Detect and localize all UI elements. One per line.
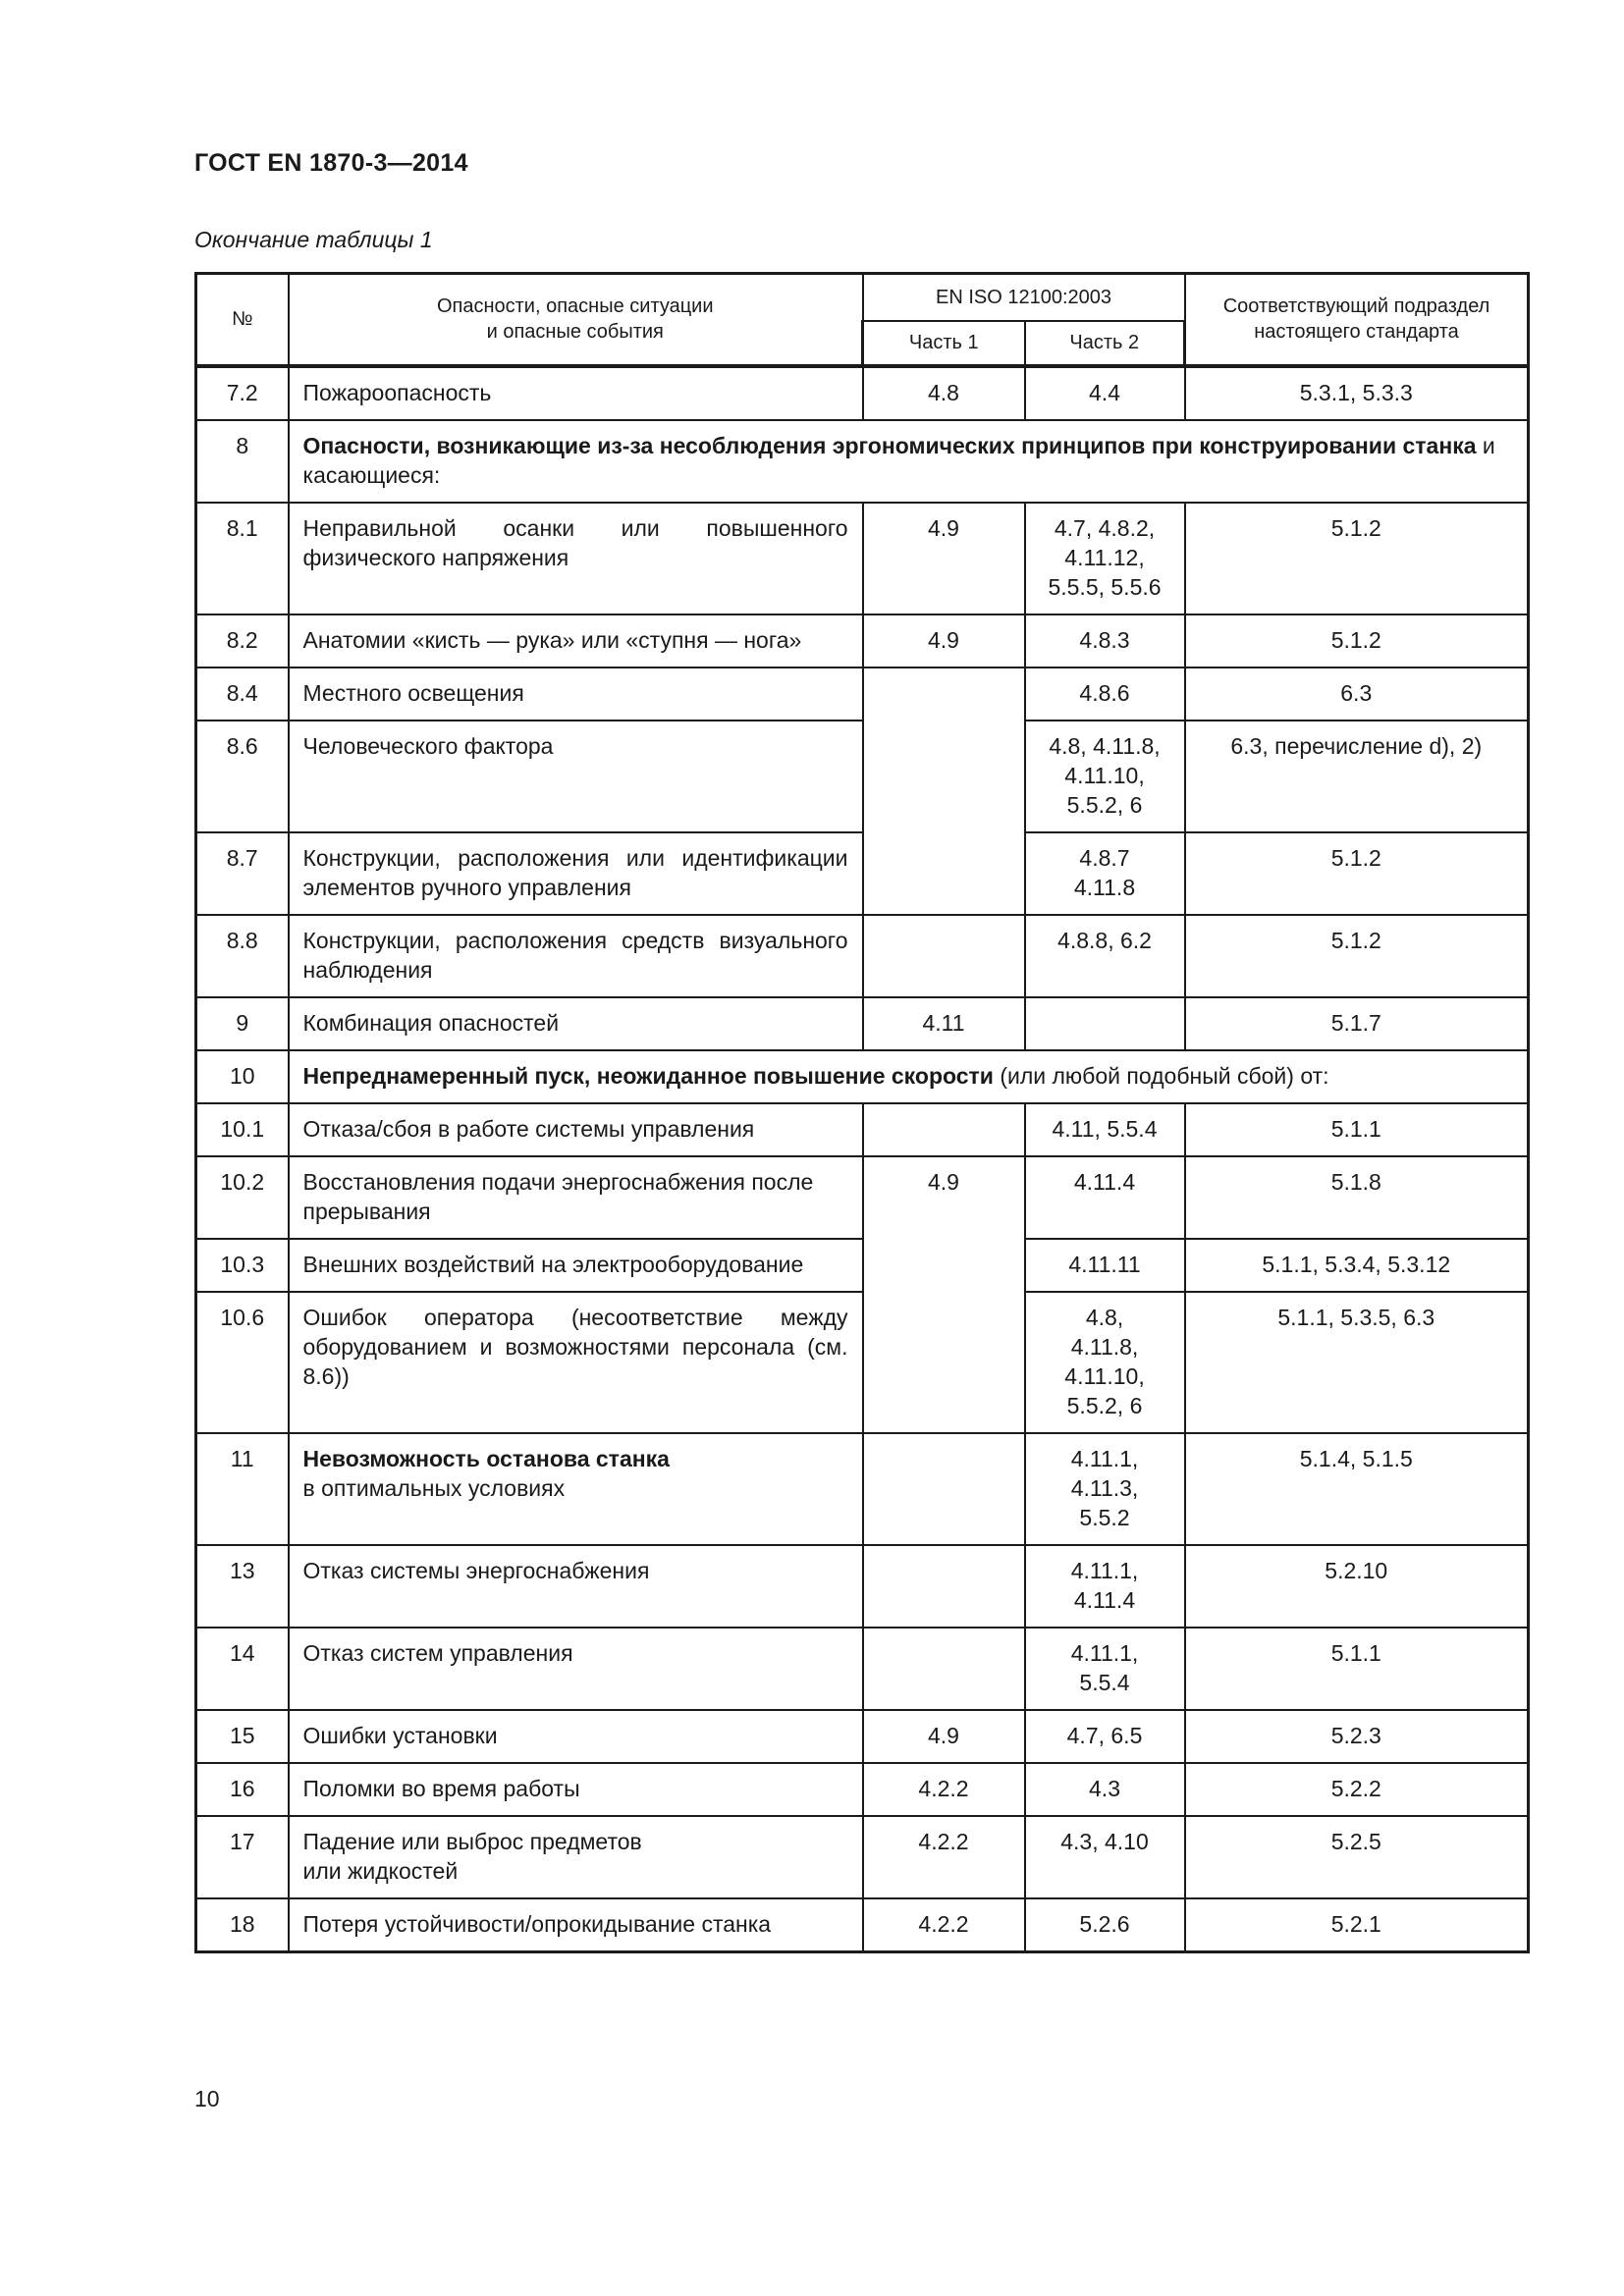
row-hazard: Отказа/сбоя в работе системы управления	[289, 1103, 863, 1156]
row-num: 10.2	[196, 1156, 289, 1239]
row-hazard: Комбинация опасностей	[289, 997, 863, 1050]
row-hazard	[289, 1433, 863, 1545]
row-num: 8.6	[196, 721, 289, 832]
table-caption: Окончание таблицы 1	[194, 227, 433, 252]
row-hazard-group	[289, 1050, 1529, 1103]
row-hazard: Ошибок оператора (несоответствие между оборудованием и возможностями персонала (см. 8.6))	[289, 1292, 863, 1433]
row-hazard: Пожароопасность	[289, 366, 863, 420]
row-part2: 4.8, 4.11.8, 4.11.10, 5.5.2, 6	[1025, 1292, 1185, 1433]
row-hazard: Восстановления подачи энергоснабжения после прерывания	[289, 1156, 863, 1239]
row-subclause: 5.1.2	[1185, 915, 1529, 997]
row-num: 10.6	[196, 1292, 289, 1433]
row-part2: 5.2.6	[1025, 1898, 1185, 1952]
row-part2: 4.11.4	[1025, 1156, 1185, 1239]
table-row	[196, 614, 1529, 667]
row-part1: 4.9	[863, 614, 1025, 667]
row-part1-empty	[863, 1433, 1025, 1545]
row-hazard: Поломки во время работы	[289, 1763, 863, 1816]
header-subclause-line2: настоящего стандарта	[1254, 321, 1459, 344]
row-part1: 4.9	[863, 1156, 1025, 1433]
group-tail: и касающиеся:	[302, 432, 1495, 488]
page-number: 10	[194, 2086, 220, 2111]
table-row	[196, 1628, 1529, 1710]
header-hazards-line2: и опасные события	[486, 321, 664, 344]
row-num: 8.7	[196, 832, 289, 915]
table-row	[196, 1898, 1529, 1952]
row-num: 18	[196, 1898, 289, 1952]
table-row	[196, 1433, 1529, 1545]
row-part2: 4.11, 5.5.4	[1025, 1103, 1185, 1156]
row-part1-empty	[863, 915, 1025, 997]
row-part2: 4.7, 6.5	[1025, 1710, 1185, 1763]
row-part1: 4.9	[863, 1710, 1025, 1763]
header-subclause-line1: Соответствующий подраздел	[1222, 295, 1490, 318]
table-row	[196, 503, 1529, 614]
row-part1: 4.8	[863, 366, 1025, 420]
row-hazard: Отказ системы энергоснабжения	[289, 1545, 863, 1628]
row-part2: 4.8.8, 6.2	[1025, 915, 1185, 997]
row-part2: 4.11.1, 4.11.4	[1025, 1545, 1185, 1628]
table-row	[196, 1050, 1529, 1103]
row-subclause: 5.2.5	[1185, 1816, 1529, 1898]
table-row	[196, 1103, 1529, 1156]
table-row	[196, 420, 1529, 503]
table-row	[196, 1156, 1529, 1239]
table-row	[196, 1710, 1529, 1763]
table-row	[196, 1545, 1529, 1628]
header-part2: Часть 2	[1025, 321, 1185, 366]
row-subclause: 5.2.1	[1185, 1898, 1529, 1952]
table-row	[196, 1763, 1529, 1816]
document-title: ГОСТ EN 1870-3—2014	[194, 149, 468, 177]
row-part1-empty	[863, 1545, 1025, 1628]
row-num: 8.8	[196, 915, 289, 997]
row-subclause: 5.1.7	[1185, 997, 1529, 1050]
table-row	[196, 832, 1529, 915]
table-row	[196, 1816, 1529, 1898]
hazards-table	[194, 272, 1530, 1953]
row-subclause: 5.1.4, 5.1.5	[1185, 1433, 1529, 1545]
row-hazard: Анатомии «кисть — рука» или «ступня — нога»	[289, 614, 863, 667]
row-part2: 4.3	[1025, 1763, 1185, 1816]
row-hazard: Человеческого фактора	[289, 721, 863, 832]
row-subclause: 5.1.2	[1185, 832, 1529, 915]
row-hazard: Отказ систем управления	[289, 1628, 863, 1710]
group-title: Непреднамеренный пуск, неожиданное повышение скорости	[302, 1062, 994, 1089]
table-row	[196, 667, 1529, 721]
table-row	[196, 915, 1529, 997]
table-row	[196, 721, 1529, 832]
row-num: 14	[196, 1628, 289, 1710]
row-num: 11	[196, 1433, 289, 1545]
header-iso: EN ISO 12100:2003	[863, 274, 1185, 321]
row-subclause: 5.2.3	[1185, 1710, 1529, 1763]
header-num: №	[196, 274, 289, 366]
row-part2: 4.7, 4.8.2, 4.11.12, 5.5.5, 5.5.6	[1025, 503, 1185, 614]
row-part1-empty	[863, 667, 1025, 915]
row-subclause: 5.1.2	[1185, 503, 1529, 614]
row-hazard: Местного освещения	[289, 667, 863, 721]
row-part2: 4.11.11	[1025, 1239, 1185, 1292]
row-part2: 4.11.1, 5.5.4	[1025, 1628, 1185, 1710]
table-row	[196, 1239, 1529, 1292]
table-row	[196, 997, 1529, 1050]
row-part2: 4.8, 4.11.8, 4.11.10, 5.5.2, 6	[1025, 721, 1185, 832]
row-hazard: Ошибки установки	[289, 1710, 863, 1763]
hazard-tail: в оптимальных условиях	[302, 1474, 566, 1501]
row-part1: 4.2.2	[863, 1816, 1025, 1898]
row-num: 9	[196, 997, 289, 1050]
row-num: 8.2	[196, 614, 289, 667]
row-num: 7.2	[196, 366, 289, 420]
group-title: Опасности, возникающие из-за несоблюдения эргономических принципов при конструировании станка	[302, 432, 1477, 458]
row-part1-empty	[863, 1628, 1025, 1710]
row-num: 13	[196, 1545, 289, 1628]
row-num: 10.3	[196, 1239, 289, 1292]
row-part1-empty	[863, 1103, 1025, 1156]
row-part2: 4.3, 4.10	[1025, 1816, 1185, 1898]
row-hazard-group	[289, 420, 1529, 503]
row-num: 8.4	[196, 667, 289, 721]
row-num: 16	[196, 1763, 289, 1816]
row-subclause: 6.3, перечисление d), 2)	[1185, 721, 1529, 832]
row-hazard: Конструкции, расположения средств визуального наблюдения	[289, 915, 863, 997]
table-row	[196, 366, 1529, 420]
row-subclause: 5.2.10	[1185, 1545, 1529, 1628]
row-subclause: 5.1.1, 5.3.5, 6.3	[1185, 1292, 1529, 1433]
row-num: 8.1	[196, 503, 289, 614]
group-tail: (или любой подобный сбой) от:	[993, 1062, 1329, 1089]
row-num: 10	[196, 1050, 289, 1103]
header-subclause	[1185, 274, 1529, 366]
row-hazard: Внешних воздействий на электрооборудование	[289, 1239, 863, 1292]
row-part2: 4.8.6	[1025, 667, 1185, 721]
row-subclause: 5.1.8	[1185, 1156, 1529, 1239]
header-hazards-line1: Опасности, опасные ситуации	[436, 295, 714, 318]
row-subclause: 5.1.1	[1185, 1103, 1529, 1156]
row-hazard: Неправильной осанки или повышенного физического напряжения	[289, 503, 863, 614]
row-num: 17	[196, 1816, 289, 1898]
row-subclause: 5.1.1, 5.3.4, 5.3.12	[1185, 1239, 1529, 1292]
hazard-title: Невозможность останова станка	[302, 1445, 670, 1471]
row-part2: 4.4	[1025, 366, 1185, 420]
header-hazards	[289, 274, 863, 366]
row-hazard: Падение или выброс предметов или жидкостей	[289, 1816, 863, 1898]
row-num: 8	[196, 420, 289, 503]
table-row	[196, 1292, 1529, 1433]
header-part1: Часть 1	[863, 321, 1025, 366]
row-part1: 4.2.2	[863, 1898, 1025, 1952]
row-part1: 4.11	[863, 997, 1025, 1050]
row-part1: 4.9	[863, 503, 1025, 614]
row-hazard: Конструкции, расположения или идентификации элементов ручного управления	[289, 832, 863, 915]
row-hazard: Потеря устойчивости/опрокидывание станка	[289, 1898, 863, 1952]
row-num: 15	[196, 1710, 289, 1763]
row-subclause: 5.3.1, 5.3.3	[1185, 366, 1529, 420]
row-part2: 4.8.7 4.11.8	[1025, 832, 1185, 915]
row-subclause: 5.1.2	[1185, 614, 1529, 667]
row-part2: 4.11.1, 4.11.3, 5.5.2	[1025, 1433, 1185, 1545]
row-subclause: 5.1.1	[1185, 1628, 1529, 1710]
row-num: 10.1	[196, 1103, 289, 1156]
row-part2: 4.8.3	[1025, 614, 1185, 667]
row-part1: 4.2.2	[863, 1763, 1025, 1816]
row-part2-empty	[1025, 997, 1185, 1050]
row-subclause: 6.3	[1185, 667, 1529, 721]
row-subclause: 5.2.2	[1185, 1763, 1529, 1816]
